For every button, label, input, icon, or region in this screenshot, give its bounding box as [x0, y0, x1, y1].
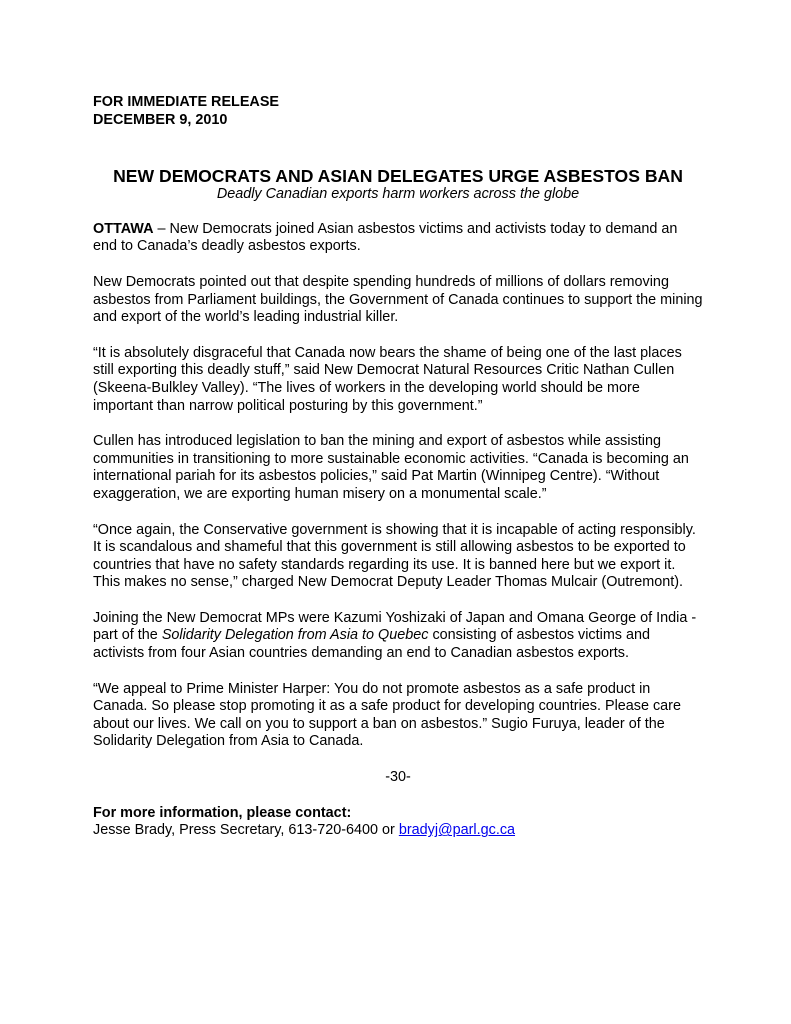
release-label: FOR IMMEDIATE RELEASE: [93, 94, 280, 110]
paragraph-5: “Once again, the Conservative government is showing that it is incapable of acting responsibly. It is scandalous and shameful that this government is still allowing asbestos to be exported to countries that have no safety standards regarding its use. It is banned here but we export it. This makes no sense,” charged New Democrat Deputy Leader Thomas Mulcair (Outremont).: [93, 521, 696, 591]
paragraph-1: [93, 221, 703, 256]
paragraph-2: New Democrats pointed out that despite spending hundreds of millions of dollars removing asbestos from Parliament buildings, the Government of Canada continues to support the mining and export of the world’s leading industrial killer.: [93, 273, 703, 326]
end-mark: -30-: [385, 769, 411, 786]
subheadline: Deadly Canadian exports harm workers across the globe: [216, 186, 580, 203]
email-link[interactable]: bradyj@parl.gc.ca: [398, 822, 516, 839]
paragraph-7: “We appeal to Prime Minister Harper: You do not promote asbestos as a safe product in Canada. So please stop promoting it as a safe product for developing countries. Please care about our lives. We call on you to support a ban on asbestos.” Sugio Furuya, leader of the Solidarity Delegation from Asia to Canada.: [93, 680, 681, 750]
delegation-name: Solidarity Delegation from Asia to Quebec: [161, 627, 429, 644]
contact-details: [93, 822, 703, 840]
release-notice: [93, 94, 703, 129]
headline: NEW DEMOCRATS AND ASIAN DELEGATES URGE ASBESTOS BAN: [113, 166, 683, 187]
paragraph-6-text-b: consisting of asbestos victims and activists from four Asian countries demanding an end to Canadian asbestos exports.: [93, 627, 651, 662]
paragraph-3: “It is absolutely disgraceful that Canada now bears the shame of being one of the last places still exporting this deadly stuff,” said New Democrat Natural Resources Critic Nathan Cullen (Skeena-Bulkley Valley). “The lives of workers in the developing world should be more important than narrow political posturing by this government.”: [93, 344, 682, 414]
contact-text: Jesse Brady, Press Secretary, 613-720-6400 or: [93, 822, 399, 839]
contact-block: [93, 805, 703, 840]
release-date: DECEMBER 9, 2010: [93, 111, 228, 128]
paragraph-4: Cullen has introduced legislation to ban the mining and export of asbestos while assisting communities in transitioning to more sustainable economic activities. “Canada is becoming an international pariah for its asbestos policies,” said Pat Martin (Winnipeg Centre). “Without exaggeration, we are exporting human misery on a monumental scale.”: [93, 433, 689, 502]
paragraph-6-text-a: Joining the New Democrat MPs were Kazumi Yoshizaki of Japan and Omana George of India - part of the: [93, 609, 697, 644]
dateline: OTTAWA: [93, 220, 154, 237]
paragraph-6: [93, 610, 703, 663]
paragraph-1-text: – New Democrats joined Asian asbestos victims and activists today to demand an end to Canada’s deadly asbestos exports.: [93, 220, 678, 255]
contact-heading: For more information, please contact:: [93, 804, 352, 821]
press-release-page: [93, 94, 703, 840]
